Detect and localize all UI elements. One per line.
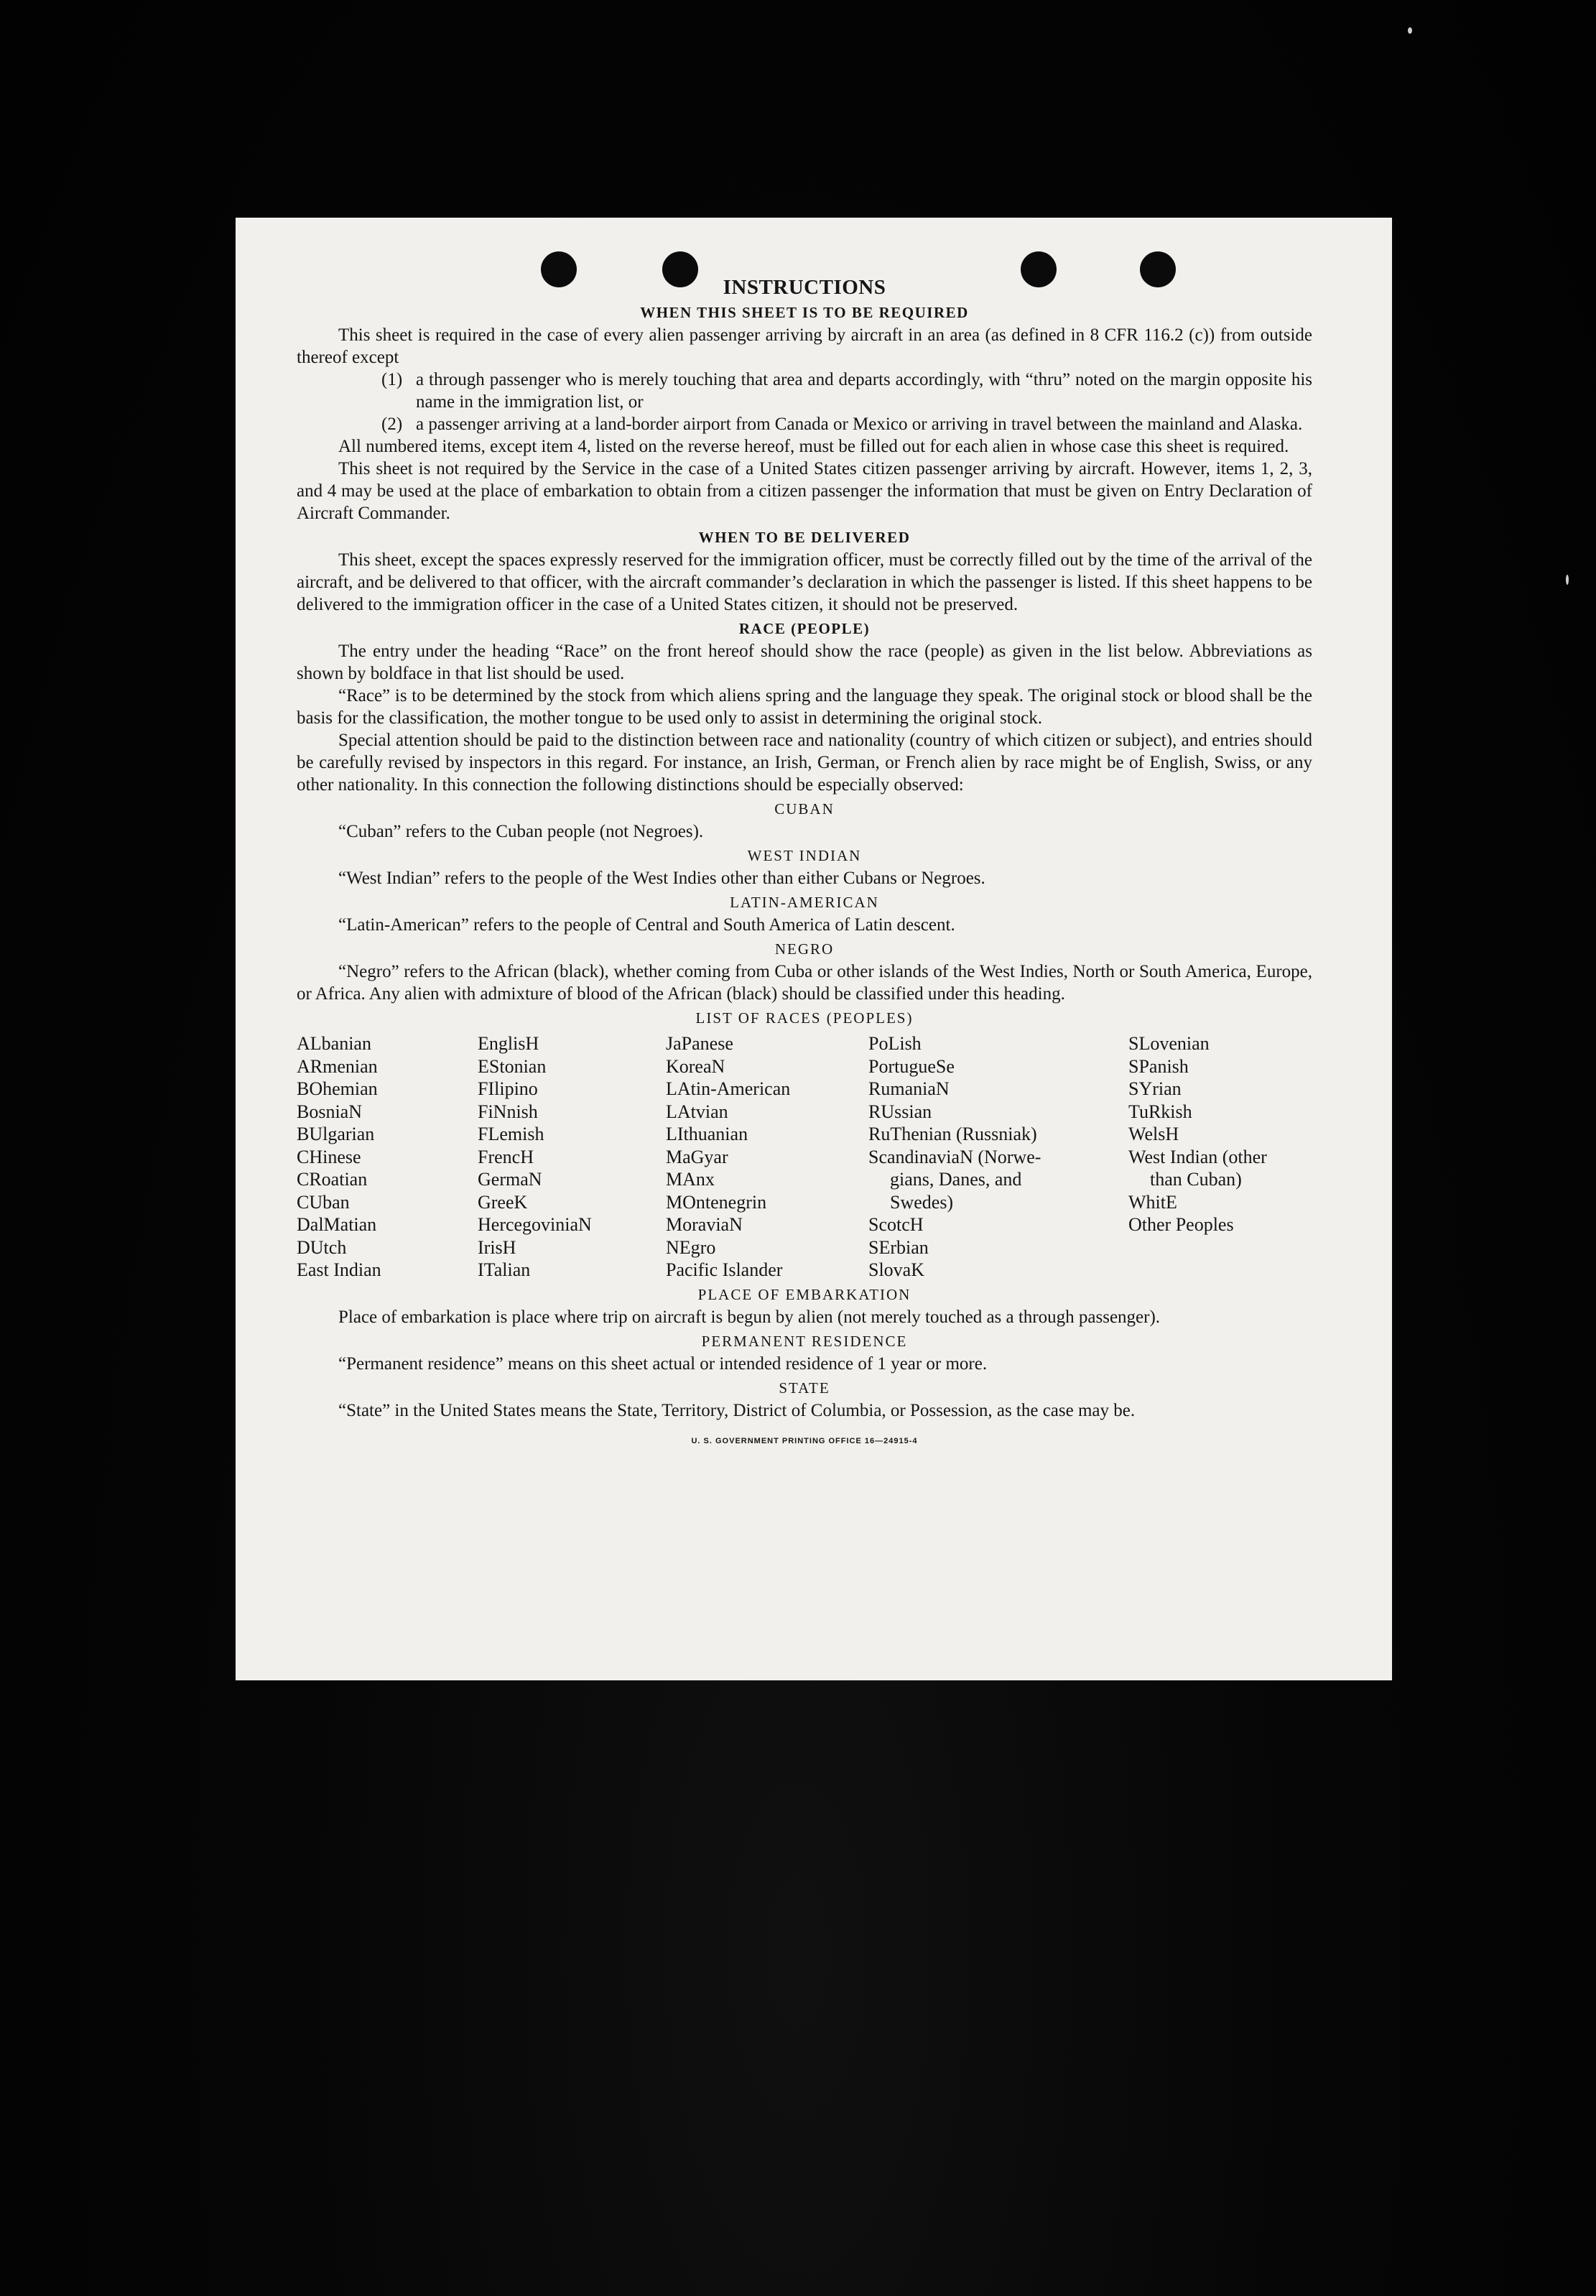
paragraph: “State” in the United States means the State, Territory, District of Columbia, or Possession, as the case may be. (338, 1400, 1136, 1420)
list-item-number: (2) (381, 415, 403, 434)
race-column (868, 1032, 1128, 1282)
race-entry: RuThenian (Russniak) (868, 1124, 1037, 1144)
race-entry: TuRkish (1128, 1101, 1192, 1122)
list-item (381, 369, 1312, 413)
exception-list (381, 369, 1312, 435)
list-item-text: a passenger arriving at a land-border airport from Canada or Mexico or arriving in travel between the mainland and Alaska. (416, 415, 1303, 434)
race-entry: WhitE (1128, 1191, 1177, 1213)
race-column (1128, 1032, 1312, 1282)
race-entry: ScotcH (868, 1214, 924, 1235)
paragraph: The entry under the heading “Race” on the front hereof should show the race (people) as given in the list below. Abbreviations as shown by boldface in that list should be used. (297, 642, 1312, 683)
section-heading-cuban: CUBAN (774, 800, 835, 818)
race-entry: MoraviaN (666, 1214, 743, 1235)
scan-speck (1566, 575, 1569, 585)
section-heading-latin-american: LATIN-AMERICAN (730, 894, 879, 911)
race-entry: JaPanese (666, 1033, 733, 1054)
paragraph: “Latin-American” refers to the people of Central and South America of Latin descent. (338, 915, 955, 935)
race-entry: ITalian (478, 1259, 531, 1280)
race-entry: PoLish (868, 1033, 922, 1054)
paragraph: This sheet, except the spaces expressly reserved for the immigration officer, must be correctly filled out by the time of the arrival of the aircraft, and be delivered to that officer, with the aircraft commander’s declaration in which the passenger is listed. If this sheet happens to be delivered to the immigration officer in the case of a United States citizen, it should not be preserved. (297, 550, 1312, 614)
race-entry: DalMatian (297, 1214, 377, 1235)
race-entry: MaGyar (666, 1146, 728, 1167)
section-heading-west-indian: WEST INDIAN (747, 847, 862, 864)
race-entry: ALbanian (297, 1033, 371, 1054)
race-entry: LIthuanian (666, 1124, 748, 1144)
paragraph: All numbered items, except item 4, listed on the reverse hereof, must be filled out for each alien in whose case this sheet is required. (338, 437, 1289, 456)
race-entry: BosniaN (297, 1101, 362, 1122)
list-item-number: (1) (381, 370, 403, 389)
race-entry: FrencH (478, 1146, 534, 1167)
section-heading-when-delivered: WHEN TO BE DELIVERED (698, 529, 911, 546)
section-heading-negro: NEGRO (774, 940, 835, 958)
race-entry: SYrian (1128, 1078, 1182, 1099)
paragraph: “Permanent residence” means on this sheet actual or intended residence of 1 year or more. (338, 1353, 988, 1374)
race-column (478, 1032, 666, 1282)
race-entry: FiNnish (478, 1101, 538, 1122)
section-heading-embarkation: PLACE OF EMBARKATION (697, 1285, 911, 1303)
race-entry: CRoatian (297, 1169, 368, 1190)
race-entry: ARmenian (297, 1055, 378, 1077)
document-title: INSTRUCTIONS (723, 276, 886, 299)
paragraph: Place of embarkation is place where trip on aircraft is begun by alien (not merely touched as a through passenger). (338, 1307, 1161, 1327)
race-column (666, 1032, 868, 1282)
race-entry: LAtvian (666, 1101, 728, 1122)
race-entry: Swedes) (890, 1191, 954, 1213)
race-entry: BOhemian (297, 1078, 378, 1099)
race-entry: WelsH (1128, 1124, 1179, 1144)
section-heading-state: STATE (779, 1379, 830, 1397)
race-entry: BUlgarian (297, 1124, 375, 1144)
list-item-text: a through passenger who is merely touching that area and departs accordingly, with “thru” noted on the margin opposite his name in the immigration list, or (416, 370, 1312, 412)
paragraph: “Cuban” refers to the Cuban people (not Negroes). (338, 822, 704, 841)
race-entry: FIlipino (478, 1078, 538, 1099)
race-entry: GermaN (478, 1169, 542, 1190)
race-column (297, 1032, 478, 1282)
race-entry: IrisH (478, 1236, 516, 1258)
race-entry: RumaniaN (868, 1078, 950, 1099)
section-heading-race: RACE (PEOPLE) (738, 620, 871, 637)
document-sheet (236, 218, 1392, 1680)
race-entry: SPanish (1128, 1055, 1189, 1077)
section-heading-when-required: WHEN THIS SHEET IS TO BE REQUIRED (640, 304, 969, 321)
printer-note: U. S. GOVERNMENT PRINTING OFFICE 16—24915-4 (691, 1436, 918, 1445)
race-entry: KoreaN (666, 1055, 725, 1077)
race-entry: DUtch (297, 1236, 347, 1258)
paragraph: This sheet is not required by the Service in the case of a United States citizen passenger arriving by aircraft. However, items 1, 2, 3, and 4 may be used at the place of embarkation to obtain from a citizen passenger the information that must be given on Entry Declaration of Aircraft Commander. (297, 459, 1312, 523)
race-entry: RUssian (868, 1101, 932, 1122)
race-entry: FLemish (478, 1124, 544, 1144)
section-heading-list-of-races: LIST OF RACES (PEOPLES) (695, 1009, 914, 1027)
race-entry: East Indian (297, 1259, 381, 1280)
paragraph: Special attention should be paid to the distinction between race and nationality (country of which citizen or subject), and entries should be carefully revised by inspectors in this regard. For instance, an Irish, German, or French alien by race might be of English, Swiss, or any other nationality. In this connection the following distinctions should be especially observed: (297, 731, 1312, 795)
race-entry: GreeK (478, 1191, 528, 1213)
race-entry: PortugueSe (868, 1055, 955, 1077)
race-entry: Pacific Islander (666, 1259, 783, 1280)
paragraph: “Negro” refers to the African (black), whether coming from Cuba or other islands of the West Indies, North or South America, Europe, or Africa. Any alien with admixture of blood of the African (black) should be classified under this heading. (297, 962, 1312, 1004)
race-entry: MOntenegrin (666, 1191, 767, 1213)
race-entry: EStonian (478, 1055, 547, 1077)
race-entry: SlovaK (868, 1259, 924, 1280)
race-entry: Other Peoples (1128, 1214, 1234, 1235)
race-entry: CHinese (297, 1146, 361, 1167)
race-entry: NEgro (666, 1236, 716, 1258)
race-list (297, 1032, 1312, 1282)
race-entry: than Cuban) (1150, 1169, 1242, 1190)
race-entry: SErbian (868, 1236, 929, 1258)
race-entry: SLovenian (1128, 1033, 1210, 1054)
scan-speck (1408, 27, 1412, 34)
race-entry: gians, Danes, and (890, 1169, 1022, 1190)
race-entry: LAtin-American (666, 1078, 791, 1099)
race-entry: MAnx (666, 1169, 715, 1190)
race-entry: HercegoviniaN (478, 1214, 592, 1235)
document-content (297, 275, 1312, 1453)
paragraph: This sheet is required in the case of every alien passenger arriving by aircraft in an area (as defined in 8 CFR 116.2 (c)) from outside thereof except (297, 325, 1312, 367)
paragraph: “West Indian” refers to the people of the West Indies other than either Cubans or Negroes. (338, 869, 985, 888)
paragraph: “Race” is to be determined by the stock from which aliens spring and the language they speak. The original stock or blood shall be the basis for the classification, the mother tongue to be used only to assist in determining the original stock. (297, 686, 1312, 728)
race-entry: EnglisH (478, 1033, 539, 1054)
race-entry: ScandinaviaN (Norwe- (868, 1146, 1041, 1167)
list-item (381, 413, 1312, 435)
section-heading-residence: PERMANENT RESIDENCE (701, 1332, 908, 1350)
race-entry: CUban (297, 1191, 350, 1213)
race-entry: West Indian (other (1128, 1146, 1267, 1167)
